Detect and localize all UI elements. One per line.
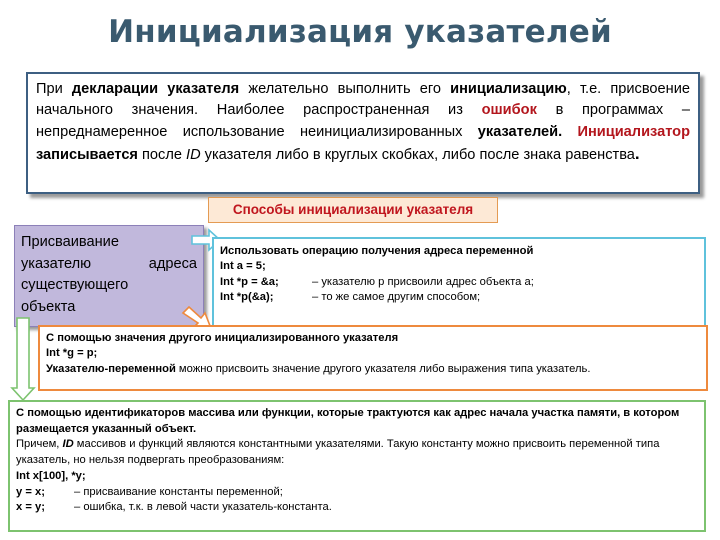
array-description [16, 437, 698, 468]
assign-word: указателю [21, 255, 92, 272]
array-text: Причем, [16, 438, 63, 451]
code-text: x = y; [16, 501, 45, 514]
pointer-bold-term: Указателю-переменной [46, 362, 176, 375]
code-text: y = x; [16, 485, 45, 498]
arrow-down-icon [12, 318, 34, 400]
intro-bold-declaration: декларации указателя [71, 81, 240, 97]
pointer-heading: С помощью значения другого инициализированного указателя [46, 332, 399, 344]
intro-part: При [36, 81, 72, 97]
assign-line: объекта [21, 298, 76, 315]
address-operation-box [212, 237, 706, 327]
code-text: Int *p = &a; [220, 275, 279, 288]
ways-header: Способы инициализации указателя [208, 197, 498, 223]
code-comment: – указателю p присвоили адрес объекта а; [312, 275, 534, 288]
intro-bold-pointers: указателей. [477, 123, 578, 140]
intro-bold-written: записывается [36, 147, 138, 164]
array-function-box [8, 400, 706, 532]
assign-line: Присваивание [21, 234, 119, 250]
intro-red-initializer: Инициализатор [577, 123, 691, 140]
pointer-rest: можно присвоить значение другого указателя либо выражения типа указатель. [175, 362, 591, 375]
intro-part: после [137, 147, 187, 164]
intro-part: в программах – непреднамеренное использование неинициализированных [36, 102, 690, 140]
code-line: Int a = 5; [220, 260, 266, 273]
code-line [220, 290, 698, 305]
code-line: Int x[100], *y; [16, 469, 86, 482]
code-text: Int *p(&a); [220, 291, 274, 304]
intro-part: желательно выполнить его [239, 81, 451, 97]
intro-part: указателя либо в круглых скобках, либо после знака равенства [200, 147, 635, 164]
other-pointer-box [38, 325, 708, 391]
address-heading: Использовать операцию получения адреса переменной [220, 245, 534, 257]
code-comment: – присваивание константы переменной; [74, 485, 283, 498]
code-comment: – то же самое другим способом; [312, 291, 481, 304]
slide-title: Инициализация указателей [108, 14, 612, 50]
intro-italic-id: ID [186, 147, 201, 164]
pointer-description [46, 362, 700, 377]
code-line [16, 485, 698, 501]
code-line: Int *g = p; [46, 347, 98, 360]
array-text: массивов и функций являются константными указателями. Такую константу можно присвоить переменной типа указатель, но нельзя подвергать преобразованиям: [16, 438, 660, 467]
code-comment: – ошибка, т.к. в левой части указатель-константа. [74, 501, 332, 514]
assign-line: существующего [21, 277, 129, 293]
code-line [220, 275, 698, 290]
array-heading: С помощью идентификаторов массива или функции, которые трактуются как адрес начала участка памяти, в котором размещается указанный объект. [16, 407, 680, 435]
intro-bold-initialization: инициализацию [450, 81, 567, 97]
assign-word: адреса [148, 255, 197, 272]
array-italic-id: ID [62, 438, 74, 451]
code-line [16, 500, 698, 516]
intro-period: . [634, 144, 640, 164]
intro-part: , т.е. присвоение начального значения. Наиболее распространенная из [36, 81, 690, 119]
intro-red-errors: ошибок [481, 102, 537, 119]
